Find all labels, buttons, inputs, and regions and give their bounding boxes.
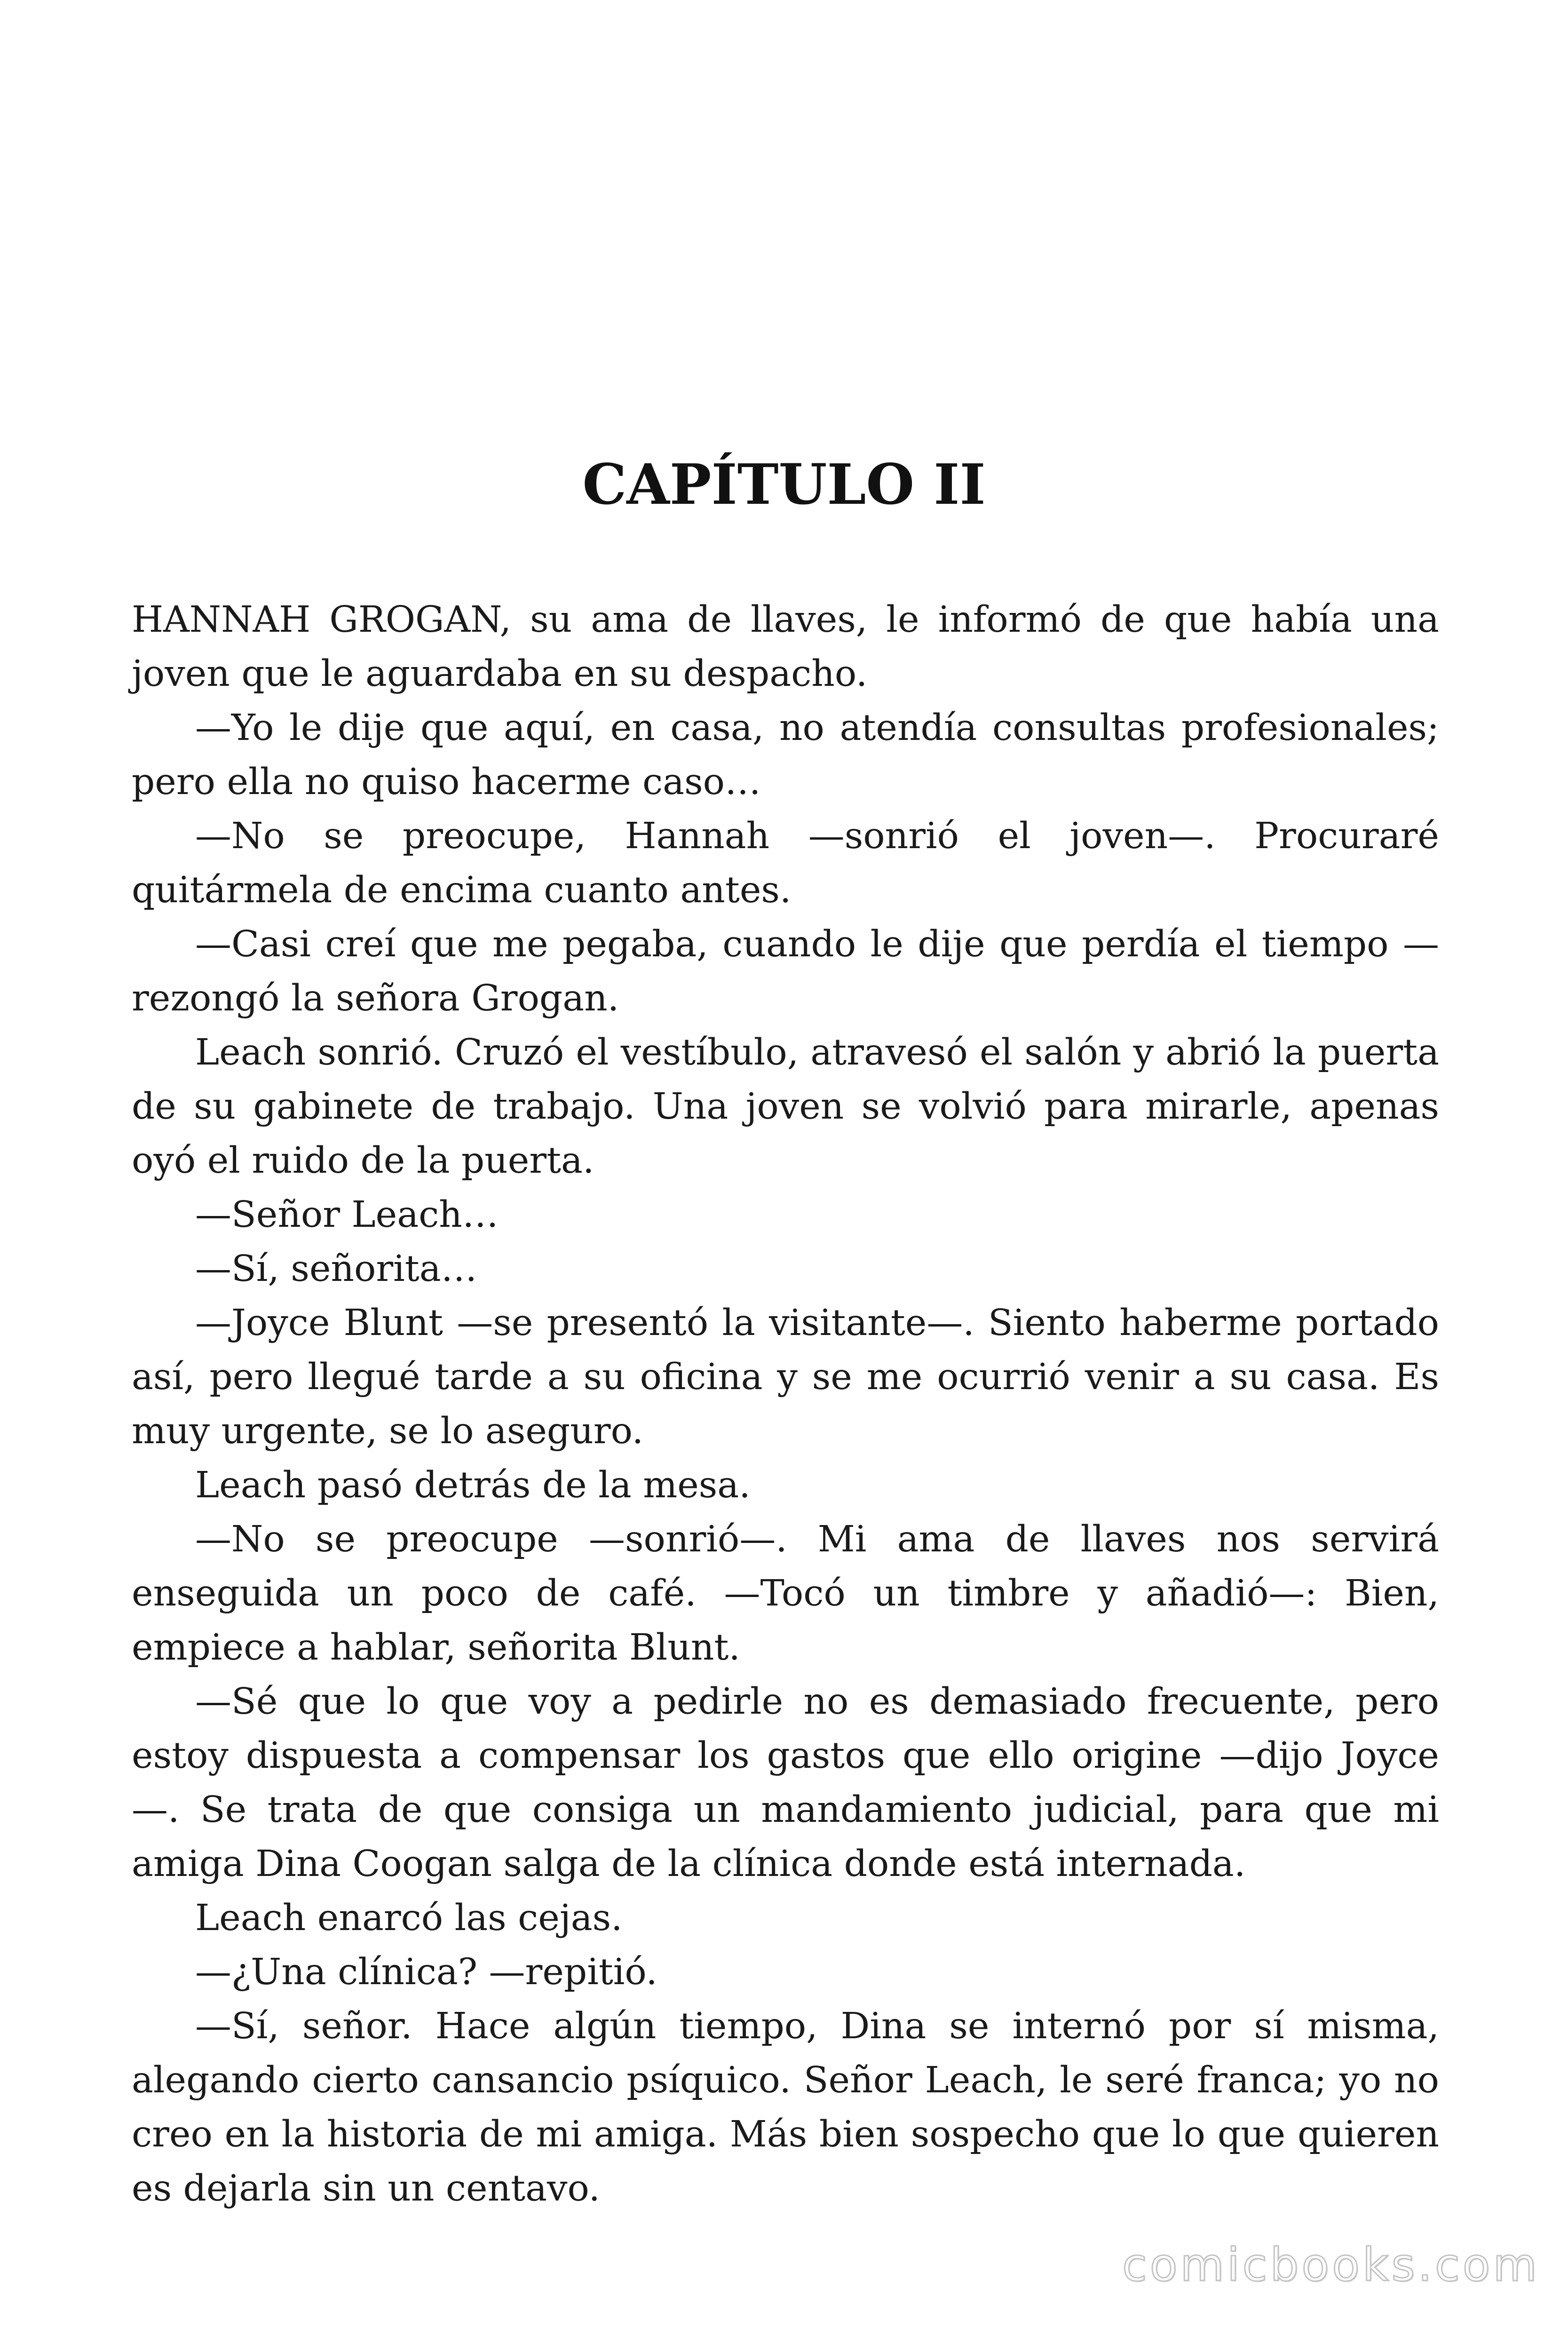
paragraph: —Casi creí que me pegaba, cuando le dije que perdía el tiempo —rezongó la señora Grogan. (132, 923, 1439, 1019)
paragraph: —Joyce Blunt —se presentó la visitante—. Siento haberme portado así, pero llegué tarde a su oficina y se me ocurrió venir a su casa. Es muy urgente, se lo aseguro. (132, 1302, 1439, 1452)
paragraph: —¿Una clínica? —repitió. (195, 1951, 657, 1993)
chapter-title: CAPÍTULO II (582, 452, 986, 517)
paragraph: —Sí, señor. Hace algún tiempo, Dina se internó por sí misma, alegando cierto cansancio psíquico. Señor Leach, le seré franca; yo no creo en la historia de mi amiga. Más bien sospecho que lo que quieren es dejarla sin un centavo. (132, 2005, 1439, 2209)
paragraph: —Sí, señorita… (195, 1248, 477, 1290)
paragraph: HANNAH GROGAN, su ama de llaves, le informó de que había una joven que le aguardaba en su despacho. (132, 599, 1439, 695)
paragraph: —Yo le dije que aquí, en casa, no atendía consultas profesionales; pero ella no quiso hacerme caso… (132, 707, 1439, 803)
paragraph: —No se preocupe —sonrió—. Mi ama de llaves nos servirá enseguida un poco de café. —Tocó un timbre y añadió—: Bien, empiece a hablar, señorita Blunt. (132, 1518, 1439, 1669)
paragraph: —Señor Leach… (195, 1194, 499, 1236)
paragraph: Leach pasó detrás de la mesa. (195, 1464, 751, 1506)
chapter-body (132, 593, 1439, 2216)
watermark: comicbooks.com (1122, 2239, 1540, 2291)
paragraph: Leach sonrió. Cruzó el vestíbulo, atravesó el salón y abrió la puerta de su gabinete de trabajo. Una joven se volvió para mirarle, apenas oyó el ruido de la puerta. (132, 1032, 1439, 1182)
paragraph: —No se preocupe, Hannah —sonrió el joven—. Procuraré quitármela de encima cuanto antes. (132, 815, 1439, 911)
paragraph: —Sé que lo que voy a pedirle no es demasiado frecuente, pero estoy dispuesta a compensar los gastos que ello origine —dijo Joyce —. Se trata de que consiga un mandamiento judicial, para que mi amiga Dina Coogan salga de la clínica donde está internada. (132, 1681, 1439, 1885)
paragraph: Leach enarcó las cejas. (195, 1897, 623, 1939)
